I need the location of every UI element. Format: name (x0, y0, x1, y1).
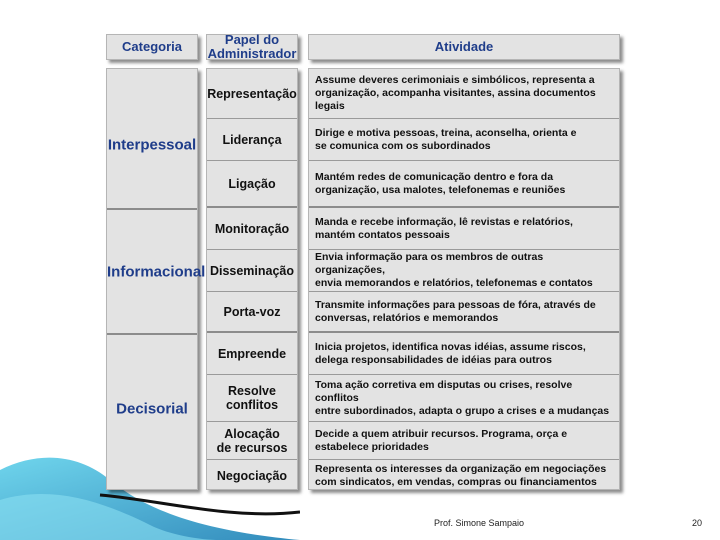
role-disseminacao: Disseminação (207, 250, 297, 292)
role-porta-voz: Porta-voz (207, 292, 297, 333)
category-informacional: Informacional (107, 263, 206, 281)
header-papel-label: Papel do Administrador (207, 32, 297, 61)
activity-negociacao: Representa os interesses da organização em negociações com sindicatos, em vendas, compras ou financiamentos (315, 462, 607, 488)
role-empreende: Empreende (207, 333, 297, 375)
role-column (206, 68, 298, 490)
role-resolve-conflitos: Resolve conflitos (207, 375, 297, 422)
role-monitoracao: Monitoração (207, 208, 297, 250)
role-negociacao: Negociação (216, 468, 288, 483)
activity-resolve-conflitos: Toma ação corretiva em disputas ou crises, resolve conflitos entre subordinados, adapta o grupo a crises e a mudanças (309, 375, 619, 422)
activity-monitoracao: Manda e recebe informação, lê revistas e relatórios, mantém contatos pessoais (309, 208, 619, 250)
header-atividade-label: Atividade (434, 39, 494, 54)
activity-ligacao: Mantém redes de comunicação dentro e fora da organização, usa malotes, telefonemas e reuniões (309, 161, 619, 208)
activity-disseminacao: Envia informação para os membros de outras organizações, envia memorandos e relatórios, telefonemas e contatos (309, 250, 619, 292)
page-number: 20 (692, 518, 703, 528)
header-categoria (106, 34, 198, 60)
activity-lideranca: Dirige e motiva pessoas, treina, aconselha, orienta e se comunica com os subordinados (309, 119, 619, 161)
category-divider (107, 333, 197, 335)
category-interpessoal: Interpessoal (107, 136, 197, 154)
footer-author: Prof. Simone Sampaio (434, 518, 525, 528)
activity-empreende: Inicia projetos, identifica novas idéias, assume riscos, delega responsabilidades de idéias para outros (309, 333, 619, 375)
activity-alocacao-recursos: Decide a quem atribuir recursos. Programa, orça e estabelece prioridades (309, 422, 619, 460)
activity-porta-voz: Transmite informações para pessoas de fóra, através de conversas, relatórios e memorandos (309, 292, 619, 333)
role-representacao: Representação (207, 69, 297, 119)
header-categoria-label: Categoria (122, 39, 182, 54)
category-divider (107, 208, 197, 210)
activity-representacao: Assume deveres cerimoniais e simbólicos, representa a organização, acompanha visitantes, assina documentos legais (309, 69, 619, 119)
category-decisorial: Decisorial (116, 400, 188, 418)
header-papel (206, 34, 298, 60)
role-lideranca: Liderança (207, 119, 297, 161)
header-atividade (308, 34, 620, 60)
role-alocacao-recursos: Alocação de recursos (207, 422, 297, 460)
category-column (106, 68, 206, 490)
role-ligacao: Ligação (207, 161, 297, 208)
activity-column (308, 68, 620, 490)
